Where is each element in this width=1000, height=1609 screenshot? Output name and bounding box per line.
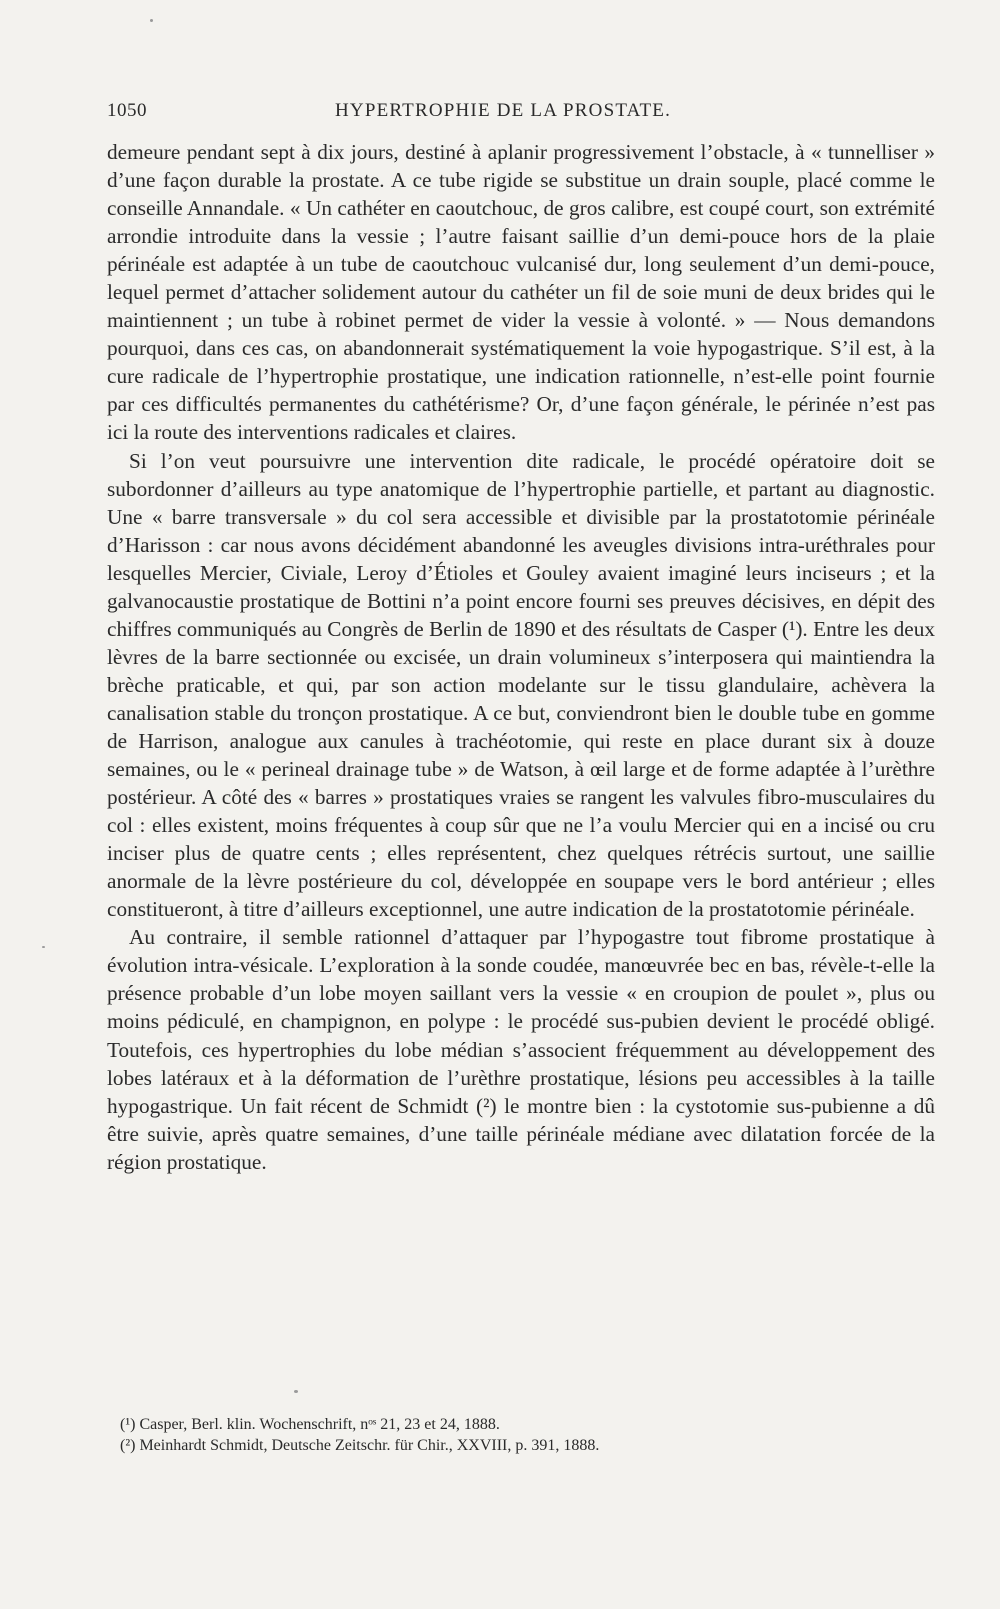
running-head: HYPERTROPHIE DE LA PROSTATE. — [335, 100, 672, 121]
paragraph: Au contraire, il semble rationnel d’attaquer par l’hypogastre tout fibrome prostatique à évolution intra-vésicale. L’exploration à la sonde coudée, manœuvrée bec en bas, révèle-t-elle la présence probable d’un lobe moyen saillant vers la vessie « en croupion de poulet », plus ou moins pédiculé, en champignon, en polype : le procédé sus-pubien devient le procédé obligé. Toutefois, ces hypertrophies du lobe médian s’associent fréquemment au développement des lobes latéraux et à la déformation de l’urèthre prostatique, lésions peu accessibles à la taille hypogastrique. Un fait récent de Schmidt (²) le montre bien : la cystotomie sus-pubienne a dû être suivie, après quatre semaines, d’une taille périnéale médiane avec dilatation forcée de la région prostatique. — [107, 925, 935, 1174]
footnote: (²) Meinhardt Schmidt, Deutsche Zeitschr. für Chir., XXVIII, p. 391, 1888. — [120, 1437, 600, 1454]
paragraph: demeure pendant sept à dix jours, destiné à aplanir progressivement l’obstacle, à « tunnelliser » d’une façon durable la prostate. A ce tube rigide se substitue un drain souple, placé comme le conseille Annandale. « Un cathéter en caoutchouc, de gros calibre, est coupé court, son extrémité arrondie introduite dans la vessie ; l’autre faisant saillie d’un demi-pouce hors de la plaie périnéale est adaptée à un tube de caoutchouc vulcanisé dur, long seulement d’un demi-pouce, lequel permet d’attacher solidement autour du cathéter un fil de soie muni de deux brides qui le maintiennent ; un tube à robinet permet de vider la vessie à volonté. » — Nous demandons pourquoi, dans ces cas, on abandonnerait systématiquement la voie hypogastrique. S’il est, à la cure radicale de l’hypertrophie prostatique, une indication rationnelle, n’est-elle point fournie par ces difficultés permanentes du cathétérisme? Or, d’une façon générale, le périnée n’est pas ici la route des interventions radicales et claires. — [107, 140, 935, 445]
footnote: (¹) Casper, Berl. klin. Wochenschrift, nᵒˢ 21, 23 et 24, 1888. — [120, 1416, 500, 1433]
page-speck — [294, 1390, 298, 1393]
footnotes — [120, 1414, 935, 1456]
page-speck — [150, 19, 153, 22]
page-speck — [42, 946, 45, 948]
page-number: 1050 — [107, 100, 147, 121]
body-text — [107, 138, 935, 1176]
paragraph: Si l’on veut poursuivre une intervention dite radicale, le procédé opératoire doit se subordonner d’ailleurs au type anatomique de l’hypertrophie partielle, et partant au diagnostic. Une « barre transversale » du col sera accessible et divisible par la prostatotomie périnéale d’Harisson : car nous avons décidément abandonné les aveugles divisions intra-uréthrales pour lesquelles Mercier, Civiale, Leroy d’Étioles et Gouley avaient imaginé leurs inciseurs ; et la galvanocaustie prostatique de Bottini n’a point encore fourni ses preuves décisives, en dépit des chiffres communiqués au Congrès de Berlin de 1890 et des résultats de Casper (¹). Entre les deux lèvres de la barre sectionnée ou excisée, un drain volumineux s’interposera qui maintiendra la brèche praticable, et qui, par son action modelante sur le tissu glandulaire, achèvera la canalisation stable du tronçon prostatique. A ce but, conviendront bien le double tube en gomme de Harrison, analogue aux canules à trachéotomie, qui reste en place durant six à douze semaines, ou le « perineal drainage tube » de Watson, à œil large et de forme adaptée à l’urèthre postérieur. A côté des « barres » prostatiques vraies se rangent les valvules fibro-musculaires du col : elles existent, moins fréquentes à coup sûr que ne l’a voulu Mercier qui en a incisé ou cru inciser plus de quatre cents ; elles représentent, chez quelques rétrécis surtout, une saillie anormale de la lèvre postérieure du col, développée en soupape vers le bord antérieur ; elles constitueront, à titre d’ailleurs exceptionnel, une autre indication de la prostatotomie périnéale. — [107, 448, 935, 922]
